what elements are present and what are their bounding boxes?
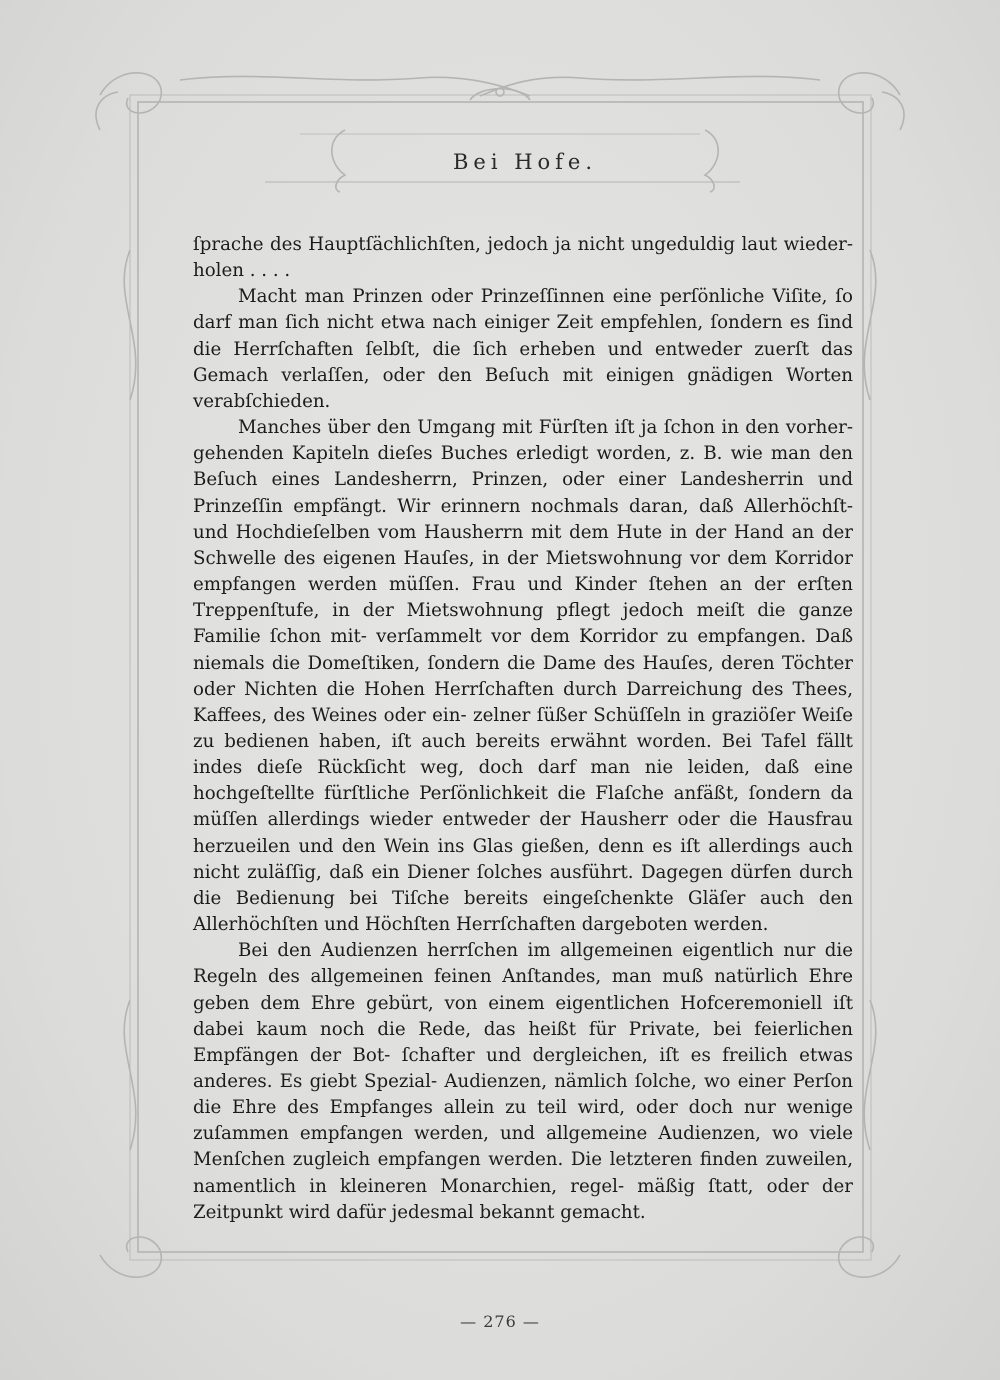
paragraph: ſprache des Hauptſächlichſten, jedoch ja nicht ungeduldig laut wieder- holen . . . .	[193, 234, 853, 282]
page-number: — 276 —	[460, 1312, 540, 1331]
running-header: Bei Hofe.	[452, 150, 598, 174]
body-text	[193, 232, 853, 1226]
paragraph: Macht man Prinzen oder Prinzeſſinnen eine perſönliche Viſite, ſo darf man ſich nicht etwa nach einiger Zeit empfehlen, ſondern es ſind die Herrſchaften ſelbſt, die ſich erheben und entweder zuerſt das Gemach verlaſſen, oder den Beſuch mit einigen gnädigen Worten verabſchieden.	[193, 286, 853, 412]
paragraph: Bei den Audienzen herrſchen im allgemeinen eigentlich nur die Regeln des allgemeinen feinen Anſtandes, man muß natürlich Ehre geben dem Ehre gebürt, von einem eigentlichen Hofceremoniell iſt dabei kaum noch die Rede, das heißt für Private, bei feierlichen Empfängen der Bot- ſchafter und dergleichen, iſt es freilich etwas anderes. Es giebt Spezial- Audienzen, nämlich ſolche, wo einer Perſon die Ehre des Empfanges allein zu teil wird, oder doch nur wenige zuſammen empfangen werden, und allgemeine Audienzen, wo viele Menſchen zugleich empfangen werden. Die letzteren finden zuweilen, namentlich in kleineren Monarchien, regel- mäßig ſtatt, oder der Zeitpunkt wird dafür jedesmal bekannt gemacht.	[193, 940, 853, 1223]
paragraph: Manches über den Umgang mit Fürſten iſt ja ſchon in den vorher- gehenden Kapiteln dieſes Buches erledigt worden, z. B. wie man den Beſuch eines Landesherrn, Prinzen, oder einer Landesherrin und Prinzeſſin empfängt. Wir erinnern nochmals daran, daß Allerhöchſt- und Hochdieſelben vom Hausherrn mit dem Hute in der Hand an der Schwelle des eigenen Hauſes, in der Mietswohnung vor dem Korridor empfangen werden müſſen. Frau und Kinder ſtehen an der erſten Treppenſtufe, in der Mietswohnung pflegt jedoch meiſt die ganze Familie ſchon mit- verſammelt vor dem Korridor zu empfangen. Daß niemals die Domeſtiken, ſondern die Dame des Hauſes, deren Töchter oder Nichten die Hohen Herrſchaften durch Darreichung des Thees, Kaffees, des Weines oder ein- zelner ſüßer Schüſſeln in graziöſer Weiſe zu bedienen haben, iſt auch bereits erwähnt worden. Bei Tafel fällt indes dieſe Rückſicht weg, doch darf man nie leiden, daß eine hochgeſtellte fürſtliche Perſönlichkeit die Flaſche anfäßt, ſondern da müſſen allerdings wieder entweder der Hausherr oder die Hausfrau herzueilen und den Wein ins Glas gießen, denn es iſt allerdings auch nicht zuläſſig, daß ein Diener ſolches ausführt. Dagegen dürfen durch die Bedienung bei Tiſche bereits eingeſchenkte Gläſer auch den Allerhöchſten und Höchſten Herrſchaften dargeboten werden.	[193, 417, 853, 936]
